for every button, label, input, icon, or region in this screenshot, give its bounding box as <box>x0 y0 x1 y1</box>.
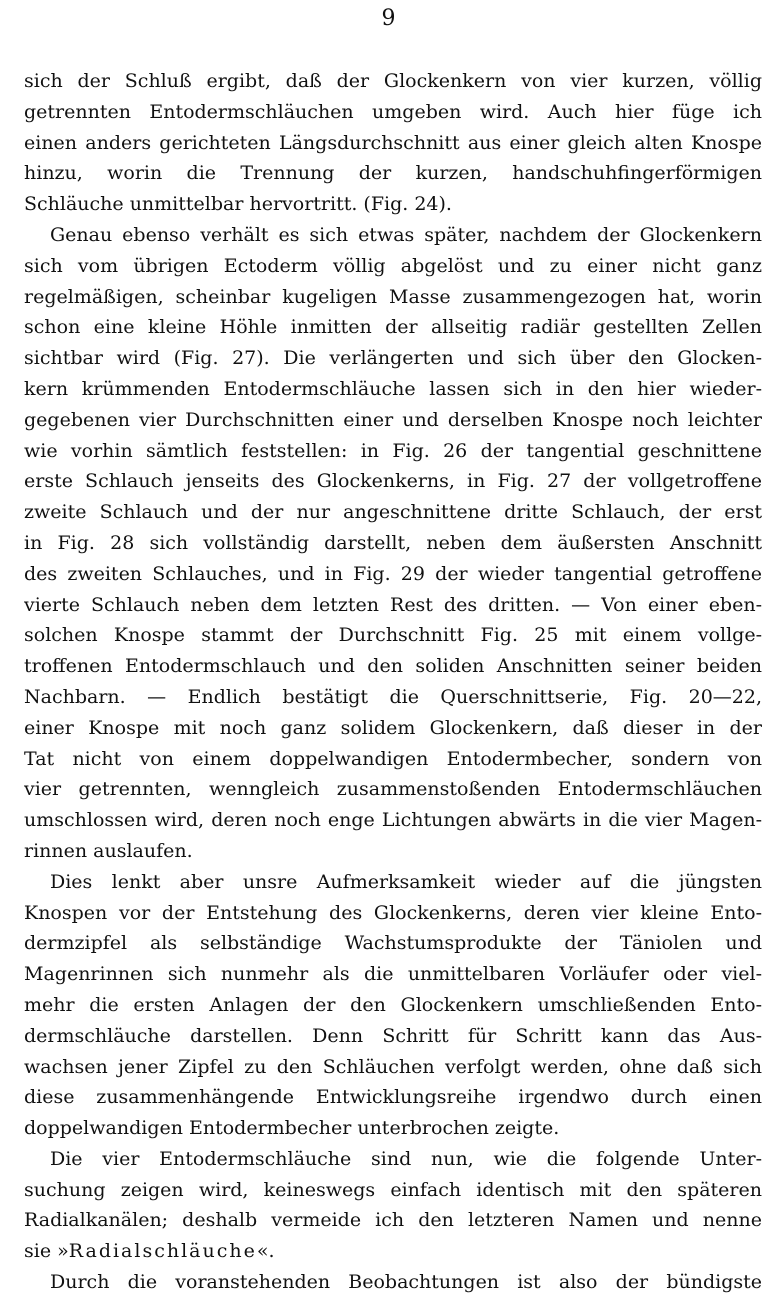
text-line: wachsen jener Zipfel zu den Schläuchen verfolgt werden, ohne daß sich <box>24 1055 762 1078</box>
text-line: sich der Schluß ergibt, daß der Glockenkern von vier kurzen, völlig <box>24 70 762 92</box>
text-line: sich vom übrigen Ectoderm völlig abgelöst und zu einer nicht ganz <box>24 254 762 277</box>
text-line <box>24 1236 762 1267</box>
spaced-term: Radialschläuche <box>68 1240 257 1263</box>
text-line: suchung zeigen wird, keineswegs einfach identisch mit den späteren <box>24 1178 762 1201</box>
text-line: schon eine kleine Höhle inmitten der allseitig radiär gestellten Zellen <box>24 316 762 339</box>
text-line: hinzu, worin die Trennung der kurzen, handschuhfingerförmigen <box>24 162 762 185</box>
text-line: gegebenen vier Durchschnitten einer und derselben Knospe noch leichter <box>24 408 762 431</box>
text-line: einen anders gerichteten Längsdurchschnitt aus einer gleich alten Knospe <box>24 131 762 154</box>
text-line: Tat nicht von einem doppelwandigen Entodermbecher, sondern von <box>24 747 762 770</box>
text-line: umschlossen wird, deren noch enge Lichtungen abwärts in die vier Magen- <box>24 809 762 832</box>
text-line: Radialkanälen; deshalb vermeide ich den letzteren Namen und nenne <box>24 1209 762 1232</box>
text-line: Dies lenkt aber unsre Aufmerksamkeit wieder auf die jüngsten <box>50 870 762 893</box>
text-line: sichtbar wird (Fig. 27). Die verlängerten und sich über den Glocken- <box>24 347 762 370</box>
text-line: Durch die voranstehenden Beobachtungen ist also der bündigste <box>50 1271 762 1294</box>
text-line: erste Schlauch jenseits des Glockenkerns, in Fig. 27 der vollgetroffene <box>24 470 762 493</box>
text-line: getrennten Entodermschläuchen umgeben wird. Auch hier füge ich <box>24 100 762 123</box>
text-fragment: «. <box>256 1240 275 1263</box>
text-line: Genau ebenso verhält es sich etwas später, nachdem der Glockenkern <box>50 223 762 246</box>
text-line: Schläuche unmittelbar hervortritt. (Fig. 24). <box>24 193 452 216</box>
text-line: rinnen auslaufen. <box>24 839 193 862</box>
text-line: solchen Knospe stammt der Durchschnitt Fig. 25 mit einem vollge- <box>24 624 762 647</box>
text-line: Die vier Entodermschläuche sind nun, wie die folgende Unter- <box>50 1147 762 1170</box>
text-line: dermschläuche darstellen. Denn Schritt für Schritt kann das Aus- <box>24 1024 762 1047</box>
text-line: doppelwandigen Entodermbecher unterbrochen zeigte. <box>24 1117 560 1140</box>
text-line: dermzipfel als selbständige Wachstumsprodukte der Täniolen und <box>24 932 762 955</box>
text-line: zweite Schlauch und der nur angeschnittene dritte Schlauch, der erst <box>24 501 762 524</box>
text-line: wie vorhin sämtlich feststellen: in Fig. 26 der tangential geschnittene <box>24 439 762 462</box>
body-text <box>24 66 762 1298</box>
text-line: Magenrinnen sich nunmehr als die unmittelbaren Vorläufer oder viel- <box>24 963 762 986</box>
text-line: diese zusammenhängende Entwicklungsreihe irgendwo durch einen <box>24 1086 762 1109</box>
text-line: vierte Schlauch neben dem letzten Rest des dritten. — Von einer eben- <box>24 593 762 616</box>
text-line: regelmäßigen, scheinbar kugeligen Masse zusammengezogen hat, worin <box>24 285 762 308</box>
text-fragment: sie » <box>24 1240 69 1263</box>
text-line: Knospen vor der Entstehung des Glockenkerns, deren vier kleine Ento- <box>24 901 762 924</box>
text-line: vier getrennten, wenngleich zusammenstoßenden Entodermschläuchen <box>24 778 762 801</box>
text-line: mehr die ersten Anlagen der den Glockenkern umschließenden Ento- <box>24 993 762 1016</box>
text-line: einer Knospe mit noch ganz solidem Glockenkern, daß dieser in der <box>24 716 762 739</box>
text-line: kern krümmenden Entodermschläuche lassen sich in den hier wieder- <box>24 377 762 400</box>
text-line: Nachbarn. — Endlich bestätigt die Querschnittserie, Fig. 20—22, <box>24 685 762 708</box>
text-line: troffenen Entodermschlauch und den soliden Anschnitten seiner beiden <box>24 655 762 678</box>
text-line: in Fig. 28 sich vollständig darstellt, neben dem äußersten Anschnitt <box>24 531 762 554</box>
page-number: 9 <box>381 6 396 31</box>
text-line: des zweiten Schlauches, und in Fig. 29 der wieder tangential getroffene <box>24 562 762 585</box>
